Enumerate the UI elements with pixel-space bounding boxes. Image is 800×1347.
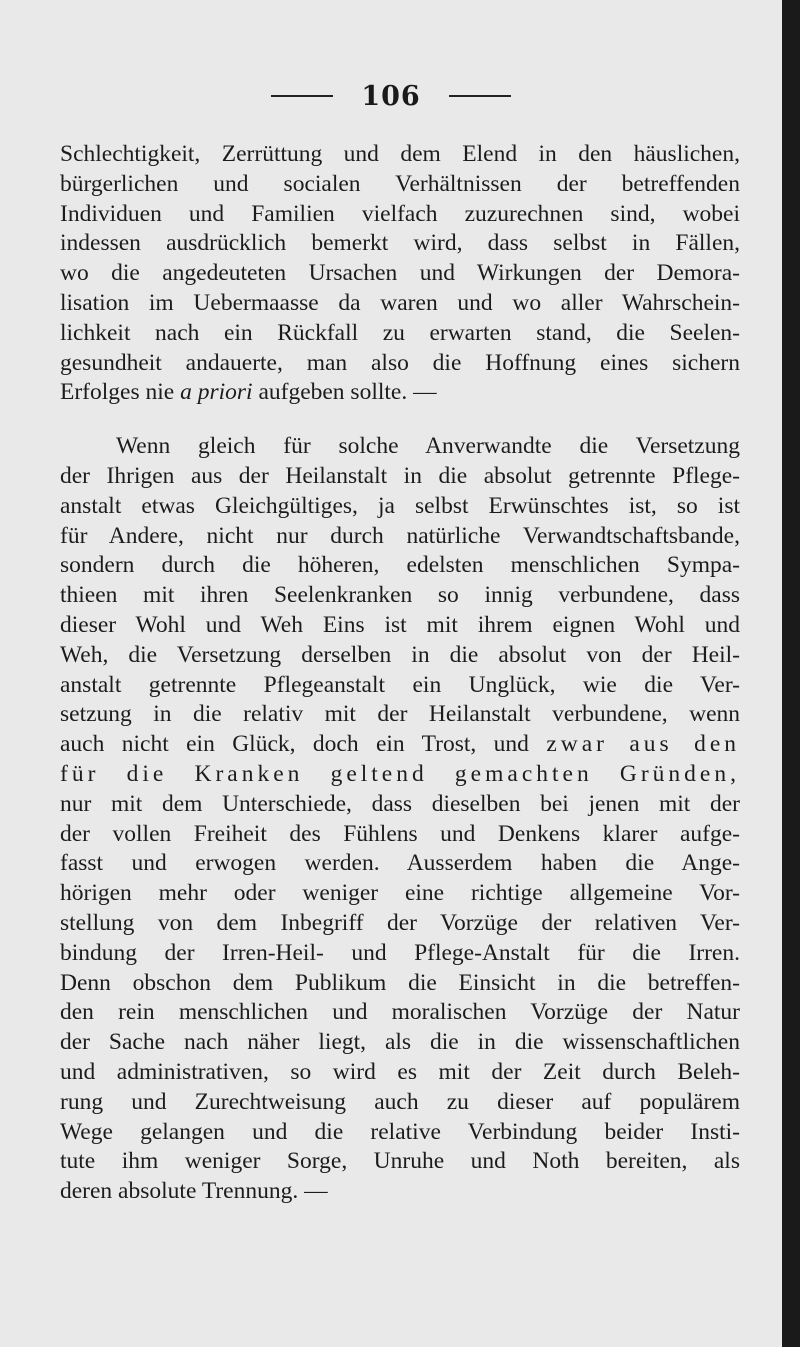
text-line: der Ihrigen aus der Heilanstalt in die absolut getrennte Pflege- — [60, 462, 740, 489]
spaced-emphasis-line: für die Kranken geltend gemachten Gründen, — [60, 760, 740, 787]
text-span: Erfolges nie — [60, 379, 175, 406]
text-line: anstalt getrennte Pflegeanstalt ein Unglück, wie die Ver- — [60, 671, 740, 698]
text-line: der vollen Freiheit des Fühlens und Denkens klarer aufge- — [60, 820, 740, 847]
text-line: lichkeit nach ein Rückfall zu erwarten stand, die Seelen- — [60, 319, 740, 346]
text-line: für Andere, nicht nur durch natürliche Verwandtschaftsbande, — [60, 522, 740, 549]
text-line: Individuen und Familien vielfach zuzurechnen sind, wobei — [60, 200, 740, 227]
text-span: auch nicht ein Glück, doch ein Trost, und — [60, 731, 529, 758]
text-line: und administrativen, so wird es mit der Zeit durch Beleh- — [60, 1058, 740, 1085]
text-line: dieser Wohl und Weh Eins ist mit ihrem eignen Wohl und — [60, 611, 740, 638]
text-line: stellung von dem Inbegriff der Vorzüge der relativen Ver- — [60, 909, 740, 936]
text-line: den rein menschlichen und moralischen Vorzüge der Natur — [60, 999, 740, 1026]
text-line: gesundheit andauerte, man also die Hoffnung eines sichern — [60, 349, 740, 376]
text-line: sondern durch die höheren, edelsten menschlichen Sympa- — [60, 552, 740, 579]
text-line: wo die angedeuteten Ursachen und Wirkungen der Demora- — [60, 260, 740, 287]
text-line-indented: Wenn gleich für solche Anverwandte die Versetzung — [116, 433, 740, 460]
text-line: bindung der Irren-Heil- und Pflege-Anstalt für die Irren. — [60, 939, 740, 966]
text-line: hörigen mehr oder weniger eine richtige allgemeine Vor- — [60, 880, 740, 907]
text-line: rung und Zurechtweisung auch zu dieser auf populärem — [60, 1088, 740, 1115]
header-rule-left — [271, 95, 333, 97]
text-line: thieen mit ihren Seelenkranken so innig verbundene, dass — [60, 582, 740, 609]
text-line: lisation im Uebermaasse da waren und wo aller Wahrschein- — [60, 289, 740, 316]
text-line: tute ihm weniger Sorge, Unruhe und Noth bereiten, als — [60, 1148, 740, 1175]
text-line: indessen ausdrücklich bemerkt wird, dass selbst in Fällen, — [60, 230, 740, 257]
text-line: Denn obschon dem Publikum die Einsicht in die betreffen- — [60, 969, 740, 996]
text-line: bürgerlichen und socialen Verhältnissen der betreffenden — [60, 170, 740, 197]
text-line: nur mit dem Unterschiede, dass dieselben bei jenen mit der — [60, 790, 740, 817]
text-span: aufgeben sollte. — — [258, 379, 437, 406]
body-text — [60, 140, 740, 1207]
text-line: der Sache nach näher liegt, als die in die wissenschaftlichen — [60, 1029, 740, 1056]
text-line: Wege gelangen und die relative Verbindung beider Insti- — [60, 1118, 740, 1145]
text-line: Schlechtigkeit, Zerrüttung und dem Elend in den häuslichen, — [60, 141, 740, 167]
spaced-emphasis: zwar aus den — [546, 731, 741, 758]
text-line: anstalt etwas Gleichgültiges, ja selbst Erwünschtes ist, so ist — [60, 492, 740, 519]
text-line-mixed — [60, 730, 740, 760]
paragraph-gap — [60, 408, 740, 432]
page-binding-edge — [782, 0, 800, 1347]
italic-phrase: a priori — [180, 379, 253, 406]
header-rule-right — [449, 95, 511, 97]
text-line-last — [60, 378, 740, 408]
page-number: 106 — [361, 80, 421, 112]
text-line-last: deren absolute Trennung. — — [60, 1178, 328, 1205]
paragraph-2 — [60, 432, 740, 1207]
text-line: Weh, die Versetzung derselben in die absolut von der Heil- — [60, 641, 740, 668]
page-header — [0, 76, 782, 116]
paragraph-1 — [60, 140, 740, 408]
text-line: fasst und erwogen werden. Ausserdem haben die Ange- — [60, 850, 740, 877]
text-line: setzung in die relativ mit der Heilanstalt verbundene, wenn — [60, 701, 740, 728]
